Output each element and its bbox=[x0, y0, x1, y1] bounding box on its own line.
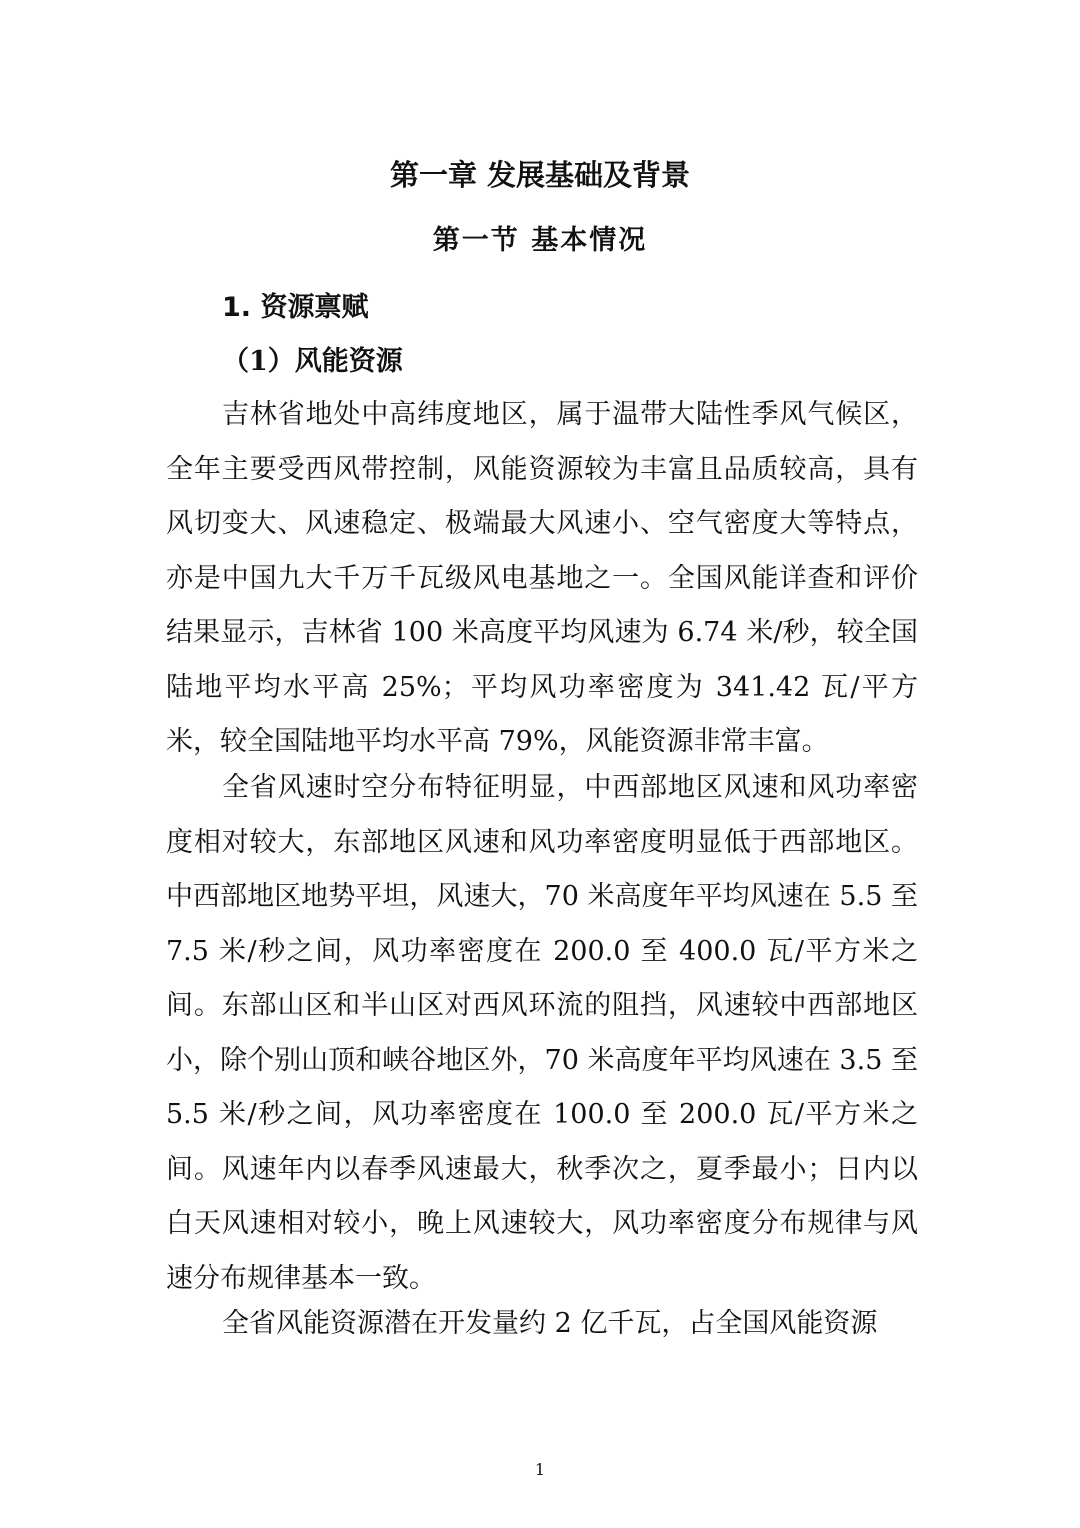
page-number: 1 bbox=[534, 1460, 546, 1479]
chapter-title: 第一章 发展基础及背景 bbox=[389, 158, 691, 192]
paragraph-3: 全省风能资源潜在开发量约 2 亿千瓦，占全国风能资源 bbox=[222, 1308, 878, 1339]
paragraph-2: 全省风速时空分布特征明显，中西部地区风速和风功率密度相对较大，东部地区风速和风功率密度明显低于西部地区。中西部地区地势平坦，风速大，70 米高度年平均风速在 5.5 至 7.5 米/秒之间，风功率密度在 200.0 至 400.0 瓦/平方米之间。东部山区和半山区对西风环流的阻挡，风速较中西部地区小，除个别山顶和峡谷地区外，70 米高度年平均风速在 3.5 至 5.5 米/秒之间，风功率密度在 100.0 至 200.0 瓦/平方米之间。风速年内以春季风速最大，秋季次之，夏季最小；日内以白天风速相对较小，晚上风速较大，风功率密度分布规律与风速分布规律基本一致。 bbox=[166, 772, 918, 1294]
section-title: 第一节 基本情况 bbox=[432, 225, 648, 256]
heading-resource-endowment: 1. 资源禀赋 bbox=[222, 292, 369, 323]
heading-wind-resources: （1）风能资源 bbox=[222, 346, 403, 377]
paragraph-1: 吉林省地处中高纬度地区，属于温带大陆性季风气候区，全年主要受西风带控制，风能资源较为丰富且品质较高，具有风切变大、风速稳定、极端最大风速小、空气密度大等特点，亦是中国九大千万千瓦级风电基地之一。全国风能详查和评价结果显示，吉林省 100 米高度平均风速为 6.74 米/秒，较全国陆地平均水平高 25%；平均风功率密度为 341.42 瓦/平方米，较全国陆地平均水平高 79%，风能资源非常丰富。 bbox=[166, 399, 918, 757]
